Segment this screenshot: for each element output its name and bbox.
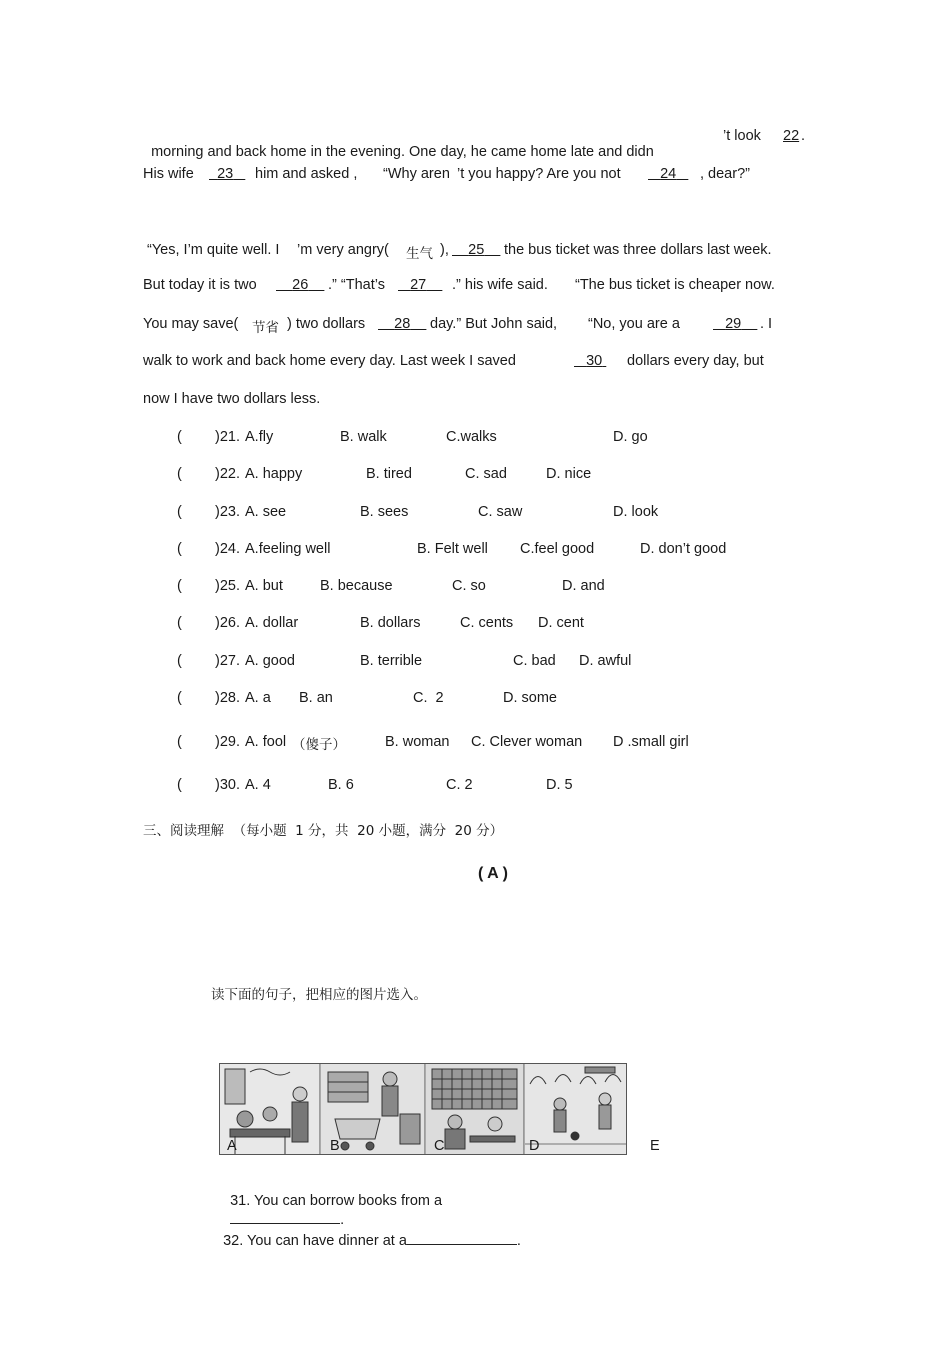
blank-27 xyxy=(398,277,442,293)
option-b[interactable]: B. Felt well xyxy=(417,541,488,557)
option-d[interactable]: D. and xyxy=(562,578,605,594)
blank-number: 24 xyxy=(660,166,677,182)
question-number: )30. xyxy=(215,777,240,793)
option-a[interactable]: A.feeling well xyxy=(245,541,331,557)
blank-number: 29 xyxy=(725,316,742,332)
passage-text: 节省 xyxy=(252,320,279,336)
option-d[interactable]: D .small girl xyxy=(613,734,689,750)
option-c[interactable]: C. cents xyxy=(460,615,514,631)
passage-text: now I have two dollars less. xyxy=(143,391,321,407)
option-b[interactable]: B. because xyxy=(320,578,393,594)
blank-22: 22 xyxy=(783,128,800,144)
passage-text: His wife xyxy=(143,166,194,182)
passage-text: ’m very angry( xyxy=(297,242,389,258)
question-number: )22. xyxy=(215,466,240,482)
answer-bracket[interactable]: ( xyxy=(177,429,182,445)
answer-bracket[interactable]: ( xyxy=(177,578,182,594)
question-number: )26. xyxy=(215,615,240,631)
passage-text: . I xyxy=(760,316,773,332)
option-a[interactable]: A. a xyxy=(245,690,271,706)
answer-bracket[interactable]: ( xyxy=(177,734,182,750)
question-number: )29. xyxy=(215,734,240,750)
blank-number: 23 xyxy=(217,166,234,182)
passage-line-1 xyxy=(143,128,654,160)
question-end: . xyxy=(340,1212,345,1228)
answer-bracket[interactable]: ( xyxy=(177,777,182,793)
option-c[interactable]: C. sad xyxy=(465,466,507,482)
question-number: )23. xyxy=(215,504,240,520)
blank-number: 26 xyxy=(292,277,309,293)
option-a[interactable]: A. fool xyxy=(245,734,287,750)
question-text: 32. You can have dinner at a xyxy=(223,1233,407,1249)
option-b[interactable]: B. an xyxy=(299,690,333,706)
passage-text: ’t you happy? Are you not xyxy=(457,166,621,182)
instruction: 读下面的句子，把相应的图片选入。 xyxy=(211,987,427,1003)
option-d[interactable]: D. some xyxy=(503,690,557,706)
option-d[interactable]: D. don’t good xyxy=(640,541,727,557)
option-c[interactable]: C. Clever woman xyxy=(471,734,583,750)
answer-bracket[interactable]: ( xyxy=(177,653,182,669)
answer-bracket[interactable]: ( xyxy=(177,504,182,520)
question-32 xyxy=(215,1214,521,1249)
passage-text: dollars every day, but xyxy=(627,353,764,369)
answer-bracket[interactable]: ( xyxy=(177,690,182,706)
passage-text: him and asked , xyxy=(255,166,358,182)
option-d[interactable]: D. cent xyxy=(538,615,584,631)
option-a[interactable]: A.fly xyxy=(245,429,274,445)
option-a[interactable]: A. see xyxy=(245,504,287,520)
section-heading: 三、阅读理解 （每小题 1 分，共 20 小题，满分 20 分） xyxy=(143,823,504,839)
blank-number: 25 xyxy=(468,242,485,258)
blank-26 xyxy=(276,277,324,293)
option-d[interactable]: D. look xyxy=(613,504,659,520)
passage-text: ) two dollars xyxy=(287,316,366,332)
option-d[interactable]: D. awful xyxy=(579,653,632,669)
figure-label-a: A xyxy=(227,1138,237,1154)
question-number: )24. xyxy=(215,541,240,557)
blank-number: 28 xyxy=(394,316,411,332)
passage-text: You may save( xyxy=(143,316,239,332)
question-number: )27. xyxy=(215,653,240,669)
blank-number: 27 xyxy=(410,277,427,293)
passage-text: “Yes, I’m quite well. I xyxy=(147,242,280,258)
question-end: . xyxy=(516,1233,521,1249)
answer-bracket[interactable]: ( xyxy=(177,466,182,482)
passage-text: .” “That’s xyxy=(328,277,385,293)
option-c[interactable]: C. bad xyxy=(513,653,556,669)
option-b[interactable]: B. dollars xyxy=(360,615,421,631)
answer-blank[interactable] xyxy=(407,1230,517,1245)
picture-strip xyxy=(219,1063,627,1155)
answer-bracket[interactable]: ( xyxy=(177,541,182,557)
blank-30 xyxy=(574,353,606,369)
figure-label-c: C xyxy=(434,1138,445,1154)
passage-text: “Why aren xyxy=(383,166,450,182)
question-number: )21. xyxy=(215,429,240,445)
option-c[interactable]: C. 2 xyxy=(446,777,473,793)
option-a[interactable]: A. 4 xyxy=(245,777,271,793)
blank-23 xyxy=(209,166,245,182)
figure-label-b: B xyxy=(330,1138,340,1154)
option-b[interactable]: B. tired xyxy=(366,466,412,482)
blank-29 xyxy=(713,316,757,332)
option-c[interactable]: C. so xyxy=(452,578,486,594)
passage-text: morning and back home in the evening. One day, he came home late and didn xyxy=(151,144,654,160)
option-a[interactable]: A. dollar xyxy=(245,615,299,631)
figure-label-d: D xyxy=(529,1138,540,1154)
blank-24 xyxy=(648,166,688,182)
option-c[interactable]: C. 2 xyxy=(413,690,444,706)
option-a[interactable]: A. but xyxy=(245,578,283,594)
question-text: 31. You can borrow books from a xyxy=(230,1193,443,1209)
option-b[interactable]: B. walk xyxy=(340,429,387,445)
option-b[interactable]: B. sees xyxy=(360,504,409,520)
park-picture xyxy=(525,1064,626,1154)
passage-text: walk to work and back home every day. Last week I saved xyxy=(143,353,516,369)
passage-text: But today it is two xyxy=(143,277,257,293)
blank-25 xyxy=(452,242,500,258)
passage-text: day.” But John said, xyxy=(430,316,558,332)
passage-text: .” his wife said. xyxy=(452,277,548,293)
passage-text: 生气 xyxy=(406,246,433,262)
option-d[interactable]: D. nice xyxy=(546,466,592,482)
option-a[interactable]: A. happy xyxy=(245,466,303,482)
passage-text: , dear?” xyxy=(700,166,750,182)
option-c[interactable]: C. saw xyxy=(478,504,523,520)
passage-text: “The bus ticket is cheaper now. xyxy=(575,277,775,293)
question-number: )25. xyxy=(215,578,240,594)
option-a[interactable]: A. good xyxy=(245,653,295,669)
question-number: )28. xyxy=(215,690,240,706)
option-b[interactable]: B. terrible xyxy=(360,653,423,669)
answer-bracket[interactable]: ( xyxy=(177,615,182,631)
figure-label-e: E xyxy=(650,1138,660,1154)
option-b[interactable]: B. woman xyxy=(385,734,450,750)
option-d[interactable]: D. 5 xyxy=(546,777,573,793)
option-d[interactable]: D. go xyxy=(613,429,648,445)
blank-28 xyxy=(378,316,426,332)
passage-text: . xyxy=(801,128,806,144)
option-c[interactable]: C.walks xyxy=(446,429,497,445)
passage-text: “No, you are a xyxy=(588,316,680,332)
option-a-gloss: （傻子） xyxy=(292,737,346,753)
option-b[interactable]: B. 6 xyxy=(328,777,354,793)
passage-text: ), xyxy=(440,242,449,258)
passage-text: the bus ticket was three dollars last week. xyxy=(504,242,772,258)
option-c[interactable]: C.feel good xyxy=(520,541,595,557)
picture-strip-drawing xyxy=(220,1064,626,1154)
part-title: ( A ) xyxy=(478,865,508,882)
passage-text: ’t look xyxy=(723,128,761,144)
blank-number: 30 xyxy=(586,353,603,369)
